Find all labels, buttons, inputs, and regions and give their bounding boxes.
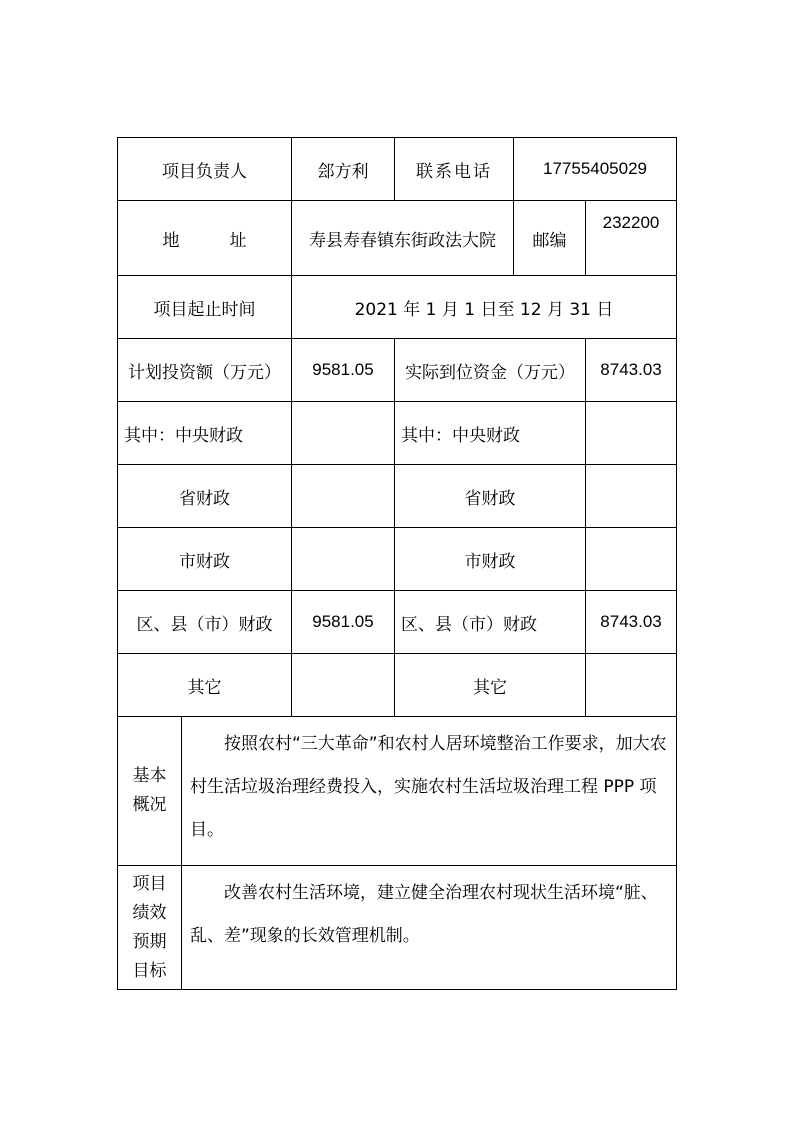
project-leader-value: 郐方利 bbox=[292, 138, 395, 201]
plan-source-label: 省财政 bbox=[118, 465, 292, 528]
postal-label: 邮编 bbox=[514, 201, 586, 276]
row-performance-goal bbox=[118, 866, 677, 990]
actual-source-value bbox=[586, 654, 677, 717]
plan-source-value bbox=[292, 528, 395, 591]
address-value: 寿县寿春镇东街政法大院 bbox=[292, 201, 514, 276]
actual-funds-value: 8743.03 bbox=[586, 339, 677, 402]
actual-source-value bbox=[586, 465, 677, 528]
goal-label: 项目绩效预期目标 bbox=[118, 866, 182, 990]
actual-source-label: 省财政 bbox=[395, 465, 586, 528]
row-city-finance bbox=[118, 528, 677, 591]
plan-source-value bbox=[292, 402, 395, 465]
project-leader-label: 项目负责人 bbox=[118, 138, 292, 201]
row-overview bbox=[118, 717, 677, 866]
overview-text: 按照农村“三大革命”和农村人居环境整治工作要求，加大农村生活垃圾治理经费投入，实施农村生活垃圾治理工程 PPP 项目。 bbox=[182, 717, 677, 866]
period-value: 2021 年 1 月 1 日至 12 月 31 日 bbox=[292, 276, 677, 339]
actual-source-label: 市财政 bbox=[395, 528, 586, 591]
row-county-finance bbox=[118, 591, 677, 654]
project-info-table bbox=[117, 137, 677, 990]
phone-value: 17755405029 bbox=[514, 138, 677, 201]
plan-source-label: 其它 bbox=[118, 654, 292, 717]
row-other bbox=[118, 654, 677, 717]
planned-investment-value: 9581.05 bbox=[292, 339, 395, 402]
overview-label: 基本概况 bbox=[118, 717, 182, 866]
actual-source-label: 区、县（市）财政 bbox=[395, 591, 586, 654]
row-investment bbox=[118, 339, 677, 402]
phone-label: 联系电话 bbox=[395, 138, 514, 201]
row-address bbox=[118, 201, 677, 276]
address-label: 地 址 bbox=[118, 201, 292, 276]
postal-code-value: 232200 bbox=[586, 201, 677, 276]
row-period bbox=[118, 276, 677, 339]
row-central-finance bbox=[118, 402, 677, 465]
plan-source-label: 其中：中央财政 bbox=[118, 402, 292, 465]
plan-source-value bbox=[292, 465, 395, 528]
actual-source-value bbox=[586, 402, 677, 465]
actual-source-label: 其它 bbox=[395, 654, 586, 717]
actual-source-value bbox=[586, 528, 677, 591]
plan-source-label: 市财政 bbox=[118, 528, 292, 591]
row-project-leader bbox=[118, 138, 677, 201]
plan-source-value bbox=[292, 654, 395, 717]
actual-source-value: 8743.03 bbox=[586, 591, 677, 654]
planned-investment-label: 计划投资额（万元） bbox=[118, 339, 292, 402]
plan-source-label: 区、县（市）财政 bbox=[118, 591, 292, 654]
period-label: 项目起止时间 bbox=[118, 276, 292, 339]
plan-source-value: 9581.05 bbox=[292, 591, 395, 654]
actual-source-label: 其中：中央财政 bbox=[395, 402, 586, 465]
goal-text: 改善农村生活环境，建立健全治理农村现状生活环境“脏、乱、差”现象的长效管理机制。 bbox=[182, 866, 677, 990]
actual-funds-label: 实际到位资金（万元） bbox=[395, 339, 586, 402]
row-provincial-finance bbox=[118, 465, 677, 528]
